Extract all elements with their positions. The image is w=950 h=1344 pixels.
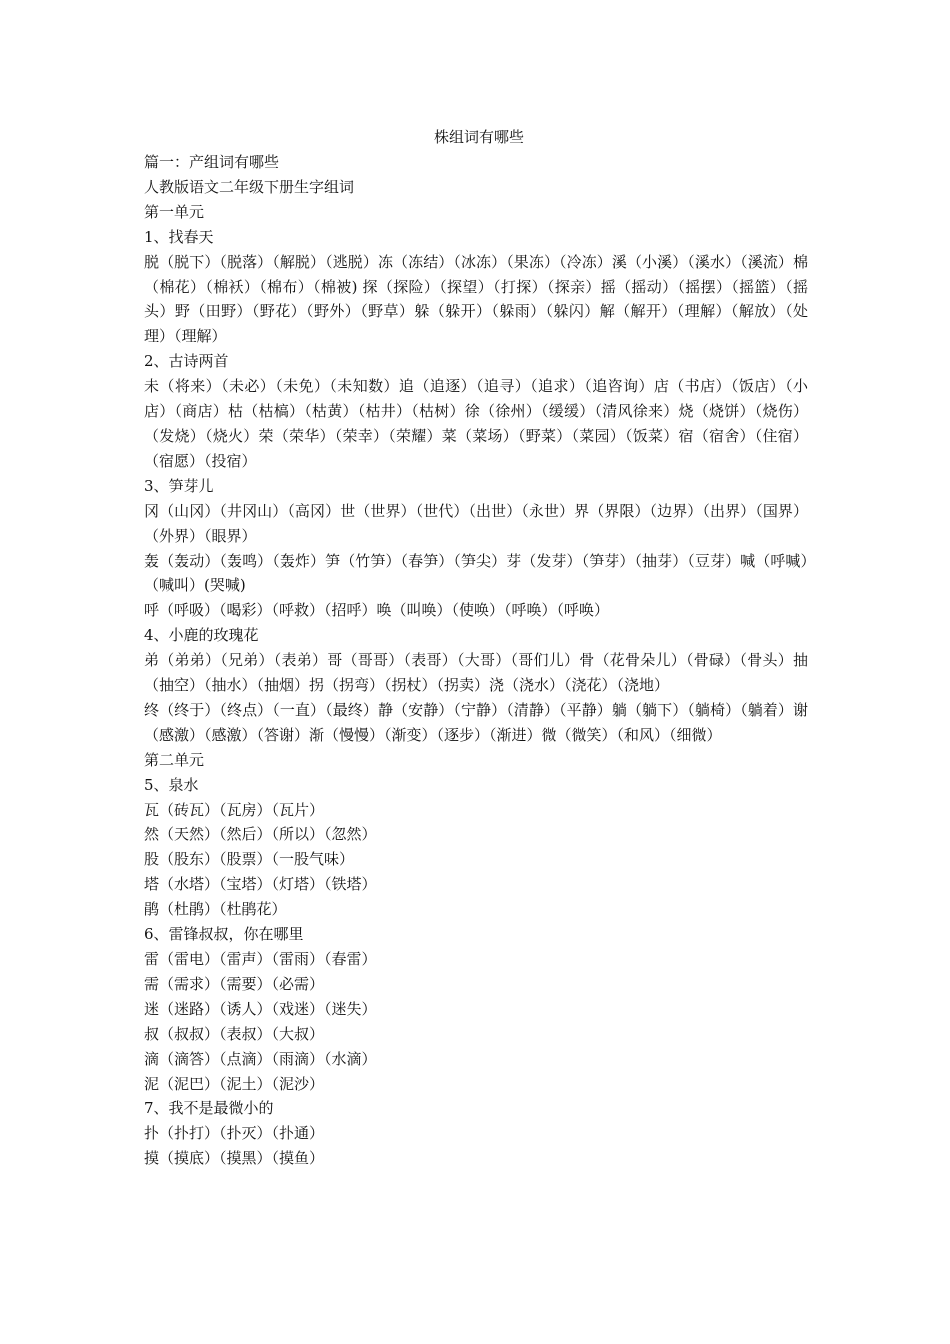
text-line: 篇一：产组词有哪些 <box>144 153 280 171</box>
text-line: 1、找春天 <box>144 227 214 246</box>
text-line: 塔（水塔）（宝塔）（灯塔）（铁塔） <box>144 875 377 894</box>
text-line: 泥（泥巴）（泥土）（泥沙） <box>144 1074 325 1093</box>
text-line: 3、笋芽儿 <box>144 476 214 495</box>
text-paragraph: 冈（山冈）（井冈山）（高冈）世（世界）（世代）（出世）（永世）界（界限）（边界）（出界）（国界）（外界）（眼界） <box>144 501 808 545</box>
text-line: 2、古诗两首 <box>144 352 229 371</box>
text-line: 迷（迷路）（诱人）（戏迷）（迷失） <box>144 999 377 1018</box>
text-paragraph: 弟（弟弟）（兄弟）（表弟）哥（哥哥）（表哥）（大哥）（哥们儿）骨（花骨朵儿）（骨碌）（骨头）抽（抽空）（抽水）（抽烟）拐（拐弯）（拐杖）（拐卖）浇（浇水）（浇花）（浇地） <box>144 651 808 695</box>
text-paragraph: 脱（脱下）（脱落）（解脱）（逃脱）冻（冻结）（冰冻）（果冻）（冷冻）溪（小溪）（溪水）（溪流）棉（棉花）（棉袄）（棉布）（棉被) 探（探险）（探望）（打探）（探亲）摇（摇动）（摇摆）（摇篮）（摇头）野（田野）（野花）（野外）（野草）躲（躲开）（躲雨）（躲闪）解（解开）（理解）（解放）（处理）（理解） <box>144 252 808 346</box>
document-body <box>144 150 808 1171</box>
text-line: 第二单元 <box>144 750 205 769</box>
document-page <box>144 124 808 1171</box>
text-line: 然（天然）（然后）（所以）（忽然） <box>144 825 377 844</box>
text-paragraph: 终（终于）（终点）（一直）（最终）静（安静）（宁静）（清静）（平静）躺（躺下）（躺椅）（躺着）谢（感激）（感激）（答谢）渐（慢慢）（渐变）（逐步）（渐进）微（微笑）（和风）（细微） <box>144 700 808 744</box>
text-paragraph: 未（将来）（未必）（未免）（未知数）追（追逐）（追寻）（追求）（追咨询）店（书店）（饭店）（小店）（商店）枯（枯槁）（枯黄）（枯井）（枯树）徐（徐州）（缓缓）（清风徐来）烧（烧饼）（烧伤）（发烧）（烧火）荣（荣华）（荣幸）（荣耀）菜（菜场）（野菜）（菜园）（饭菜）宿（宿舍）（住宿）（宿愿）（投宿） <box>144 377 808 470</box>
text-line: 4、小鹿的玫瑰花 <box>144 626 259 645</box>
text-line: 瓦（砖瓦）（瓦房）（瓦片） <box>144 800 325 819</box>
text-line: 鹃（杜鹃）（杜鹃花） <box>144 900 287 919</box>
text-paragraph: 轰（轰动）（轰鸣）（轰炸）笋（竹笋）（春笋）（笋尖）芽（发芽）（笋芽）（抽芽）（豆芽）喊（呼喊）（喊叫）(哭喊) <box>144 551 808 595</box>
text-line: 股（股东）（股票）（一股气味） <box>144 850 355 869</box>
text-line: 需（需求）（需要）（必需） <box>144 974 325 993</box>
text-paragraph: 呼（呼吸）（喝彩）（呼救）（招呼）唤（叫唤）（使唤）（呼唤）（呼唤） <box>144 601 610 620</box>
text-line: 6、雷锋叔叔，你在哪里 <box>144 925 304 944</box>
text-line: 人教版语文二年级下册生字组词 <box>144 177 355 196</box>
text-line: 5、泉水 <box>144 775 199 794</box>
text-line: 摸（摸底）（摸黑）（摸鱼） <box>144 1149 325 1168</box>
text-line: 叔（叔叔）（表叔）（大叔） <box>144 1024 325 1043</box>
text-line: 第一单元 <box>144 202 205 221</box>
text-line: 7、我不是最微小的 <box>144 1099 274 1118</box>
text-line: 雷（雷电）（雷声）（雷雨）（春雷） <box>144 950 377 968</box>
document-title: 株组词有哪些 <box>433 128 524 146</box>
text-line: 滴（滴答）（点滴）（雨滴）（水滴） <box>144 1049 377 1068</box>
text-line: 扑（扑打）（扑灭）（扑通） <box>144 1124 325 1143</box>
